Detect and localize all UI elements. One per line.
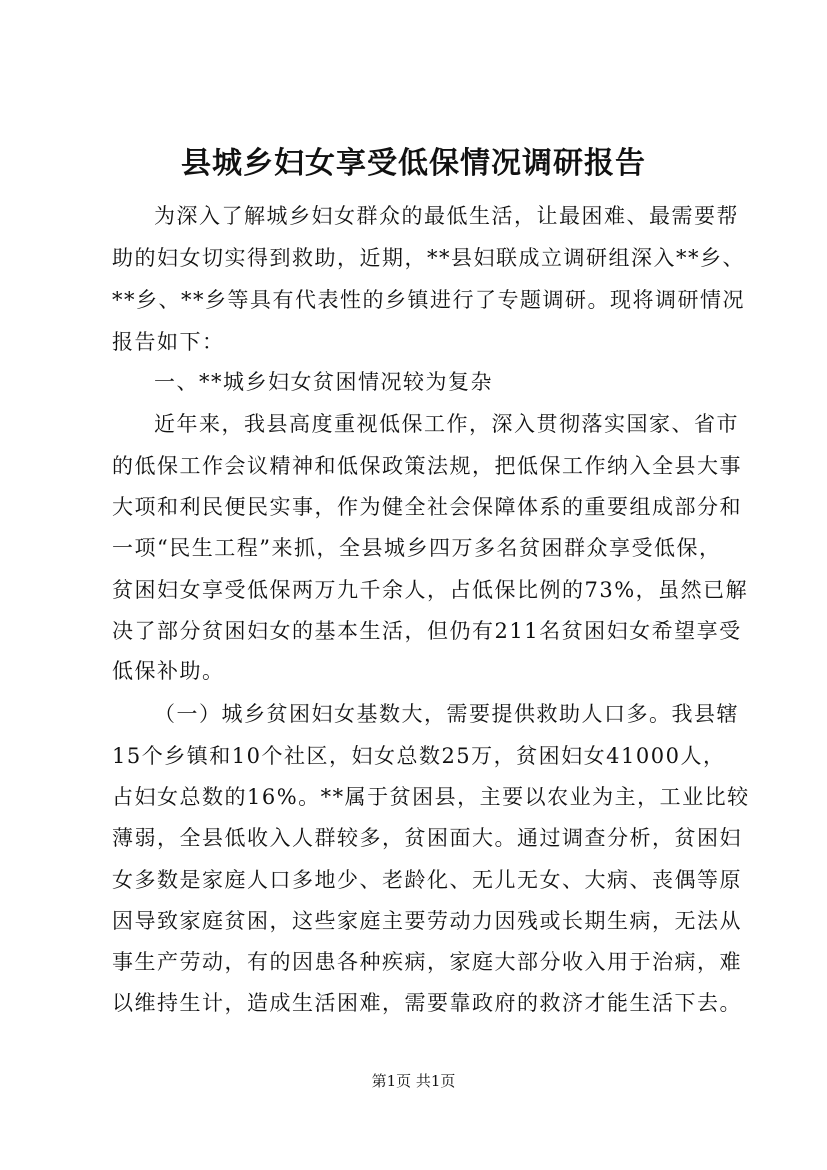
body-line: 助的妇女切实得到救助，近期，**县妇联成立调研组深入**乡、 (112, 246, 745, 270)
document-title: 县城乡妇女享受低保情况调研报告 (181, 146, 646, 181)
body-line: 15个乡镇和10个社区，妇女总数25万，贫困妇女41000人， (112, 744, 726, 768)
body-line: 报告如下： (112, 330, 225, 354)
body-line: 女多数是家庭人口多地少、老龄化、无儿无女、大病、丧偶等原 (112, 868, 742, 892)
body-line: 大项和利民便民实事，作为健全社会保障体系的重要组成部分和 (112, 495, 742, 519)
page-number-footer: 第1页 共1页 (371, 1072, 456, 1090)
subsection-heading: （一）城乡贫困妇女基数大，需要提供救助人口多。我县辖 (154, 702, 739, 726)
body-line: 以维持生计，造成生活困难，需要靠政府的救济才能生活下去。 (112, 991, 742, 1015)
body-line: 薄弱，全县低收入人群较多，贫困面大。通过调查分析，贫困妇 (112, 826, 742, 850)
body-line: 一项“民生工程”来抓，全县城乡四万多名贫困群众享受低保， (112, 536, 722, 560)
body-line: 贫困妇女享受低保两万九千余人，占低保比例的73%，虽然已解 (112, 578, 749, 602)
body-line: **乡、**乡等具有代表性的乡镇进行了专题调研。现将调研情况 (112, 288, 745, 312)
body-line: 低保补助。 (112, 659, 225, 683)
section-heading: 一、**城乡妇女贫困情况较为复杂 (154, 370, 493, 394)
body-line: 的低保工作会议精神和低保政策法规，把低保工作纳入全县大事 (112, 454, 742, 478)
body-line: 近年来，我县高度重视低保工作，深入贯彻落实国家、省市 (154, 412, 739, 436)
body-line: 因导致家庭贫困，这些家庭主要劳动力因残或长期生病，无法从 (112, 909, 742, 933)
body-line: 决了部分贫困妇女的基本生活，但仍有211名贫困妇女希望享受 (112, 619, 742, 643)
body-line: 事生产劳动，有的因患各种疾病，家庭大部分收入用于治病，难 (112, 950, 742, 974)
body-line: 为深入了解城乡妇女群众的最低生活，让最困难、最需要帮 (154, 204, 739, 228)
body-line: 占妇女总数的16%。**属于贫困县，主要以农业为主，工业比较 (112, 785, 750, 809)
